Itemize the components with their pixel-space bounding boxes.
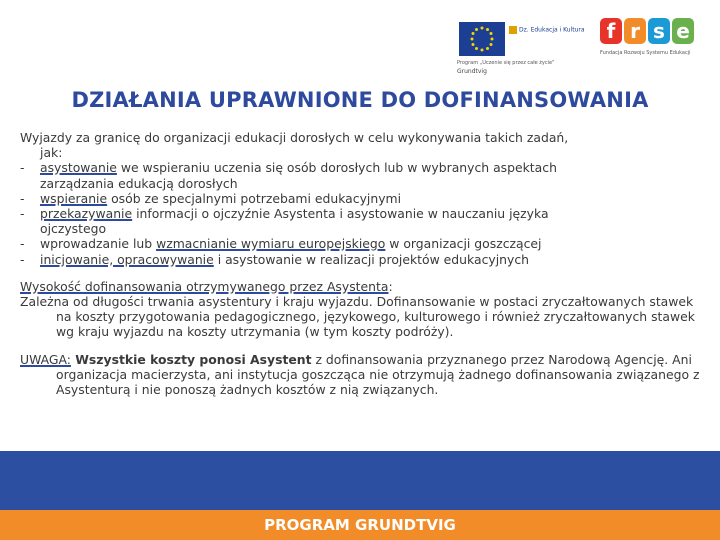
footer-orange-band	[0, 510, 720, 540]
task-list-item	[20, 236, 710, 251]
bullet-text: we wspieraniu uczenia się osób dorosłych lub w wybranych aspektach	[116, 160, 557, 176]
bullet-text: informacji o ojczyźnie Asystenta i asystowanie w nauczaniu języka	[132, 206, 549, 222]
task-list-item	[20, 252, 710, 267]
frse-letter: f	[600, 18, 622, 44]
bullet-text: osób ze specjalnymi potrzebami edukacyjnymi	[107, 190, 402, 206]
note-label: UWAGA:	[20, 351, 71, 367]
eu-slogan: Dz. Edukacja i Kultura	[509, 26, 585, 35]
bullet-underlined-text: wzmacnianie wymiaru europejskiego	[156, 236, 386, 252]
task-list-item	[20, 191, 710, 206]
footer-blue-band	[0, 451, 720, 510]
bullet-dash: -	[20, 251, 25, 267]
task-list	[20, 160, 710, 266]
bullet-continuation: zarządzania edukacją dorosłych	[40, 175, 238, 191]
bullet-underlined-text: przekazywanie	[40, 206, 133, 222]
bullet-underlined-text: inicjowanie, opracowywanie	[40, 251, 214, 267]
frse-letters	[600, 18, 705, 44]
bullet-pre-text: wprowadzanie lub	[40, 236, 157, 252]
bullet-dash: -	[20, 236, 25, 252]
note-section	[20, 352, 710, 398]
eu-program-text: Program „Uczenie się przez całe życie"	[457, 60, 555, 66]
eu-program-name: Grundtvig	[457, 68, 487, 75]
page-title: DZIAŁANIA UPRAWNIONE DO DOFINANSOWANIA	[71, 88, 649, 112]
frse-logo	[600, 18, 705, 70]
task-list-item	[20, 206, 710, 236]
funding-text: Zależna od długości trwania asystentury i kraju wyjazdu. Dofinansowanie w postaci zryczałtowanych stawek na koszty przygotowania pedagogicznego, językowego, kulturowego i również zryczałtowanych stawek wg kraju wyjazdu na koszty utrzymania (w tym koszty podróży).	[20, 294, 695, 340]
funding-section: Wysokość dofinansowania otrzymywanego przez Asystenta: Zależna od długości trwania asystentury i kraju wyjazdu. Dofinansowanie w postaci zryczałtowanych stawek na koszty przygotowania pedagogicznego, językowego, kulturowego i również zryczałtowanych stawek wg kraju wyjazdu na koszty utrzymania (w tym koszty podróży).	[20, 279, 710, 340]
note-bold: Wszystkie koszty ponosi Asystent	[70, 351, 312, 367]
note-text: z dofinansowania przyznanego przez Narodową Agencję. Ani organizacja macierzysta, ani instytucja goszcząca nie otrzymują żadnego dofinansowania związanego z Asystenturą i nie ponoszą żadnych kosztów z nią związanych.	[56, 351, 700, 398]
frse-subtitle: Fundacja Rozwoju Systemu Edukacji	[600, 50, 691, 56]
eu-logo	[455, 18, 585, 76]
funding-heading: Wysokość dofinansowania otrzymywanego przez Asystenta	[20, 278, 389, 294]
eu-flag-icon	[459, 22, 505, 56]
bullet-dash: -	[20, 190, 25, 206]
footer-banner	[0, 451, 720, 540]
frse-letter: s	[648, 18, 670, 44]
frse-letter: r	[624, 18, 646, 44]
bullet-underlined-text: wspieranie	[40, 190, 108, 206]
footer-program-label: PROGRAM GRUNDTVIG	[264, 516, 456, 534]
bullet-dash: -	[20, 160, 25, 176]
main-content	[20, 130, 710, 397]
bullet-text: i asystowanie w realizacji projektów edukacyjnych	[213, 251, 530, 267]
bullet-continuation: ojczystego	[40, 221, 107, 237]
bullet-text: w organizacji goszczącej	[385, 236, 542, 252]
intro-text: Wyjazdy za granicę do organizacji edukacji dorosłych w celu wykonywania takich zadań, jak:	[20, 130, 569, 161]
frse-letter: e	[672, 18, 694, 44]
bullet-underlined-text: asystowanie	[40, 160, 117, 176]
task-list-item	[20, 160, 710, 190]
bullet-dash: -	[20, 206, 25, 222]
